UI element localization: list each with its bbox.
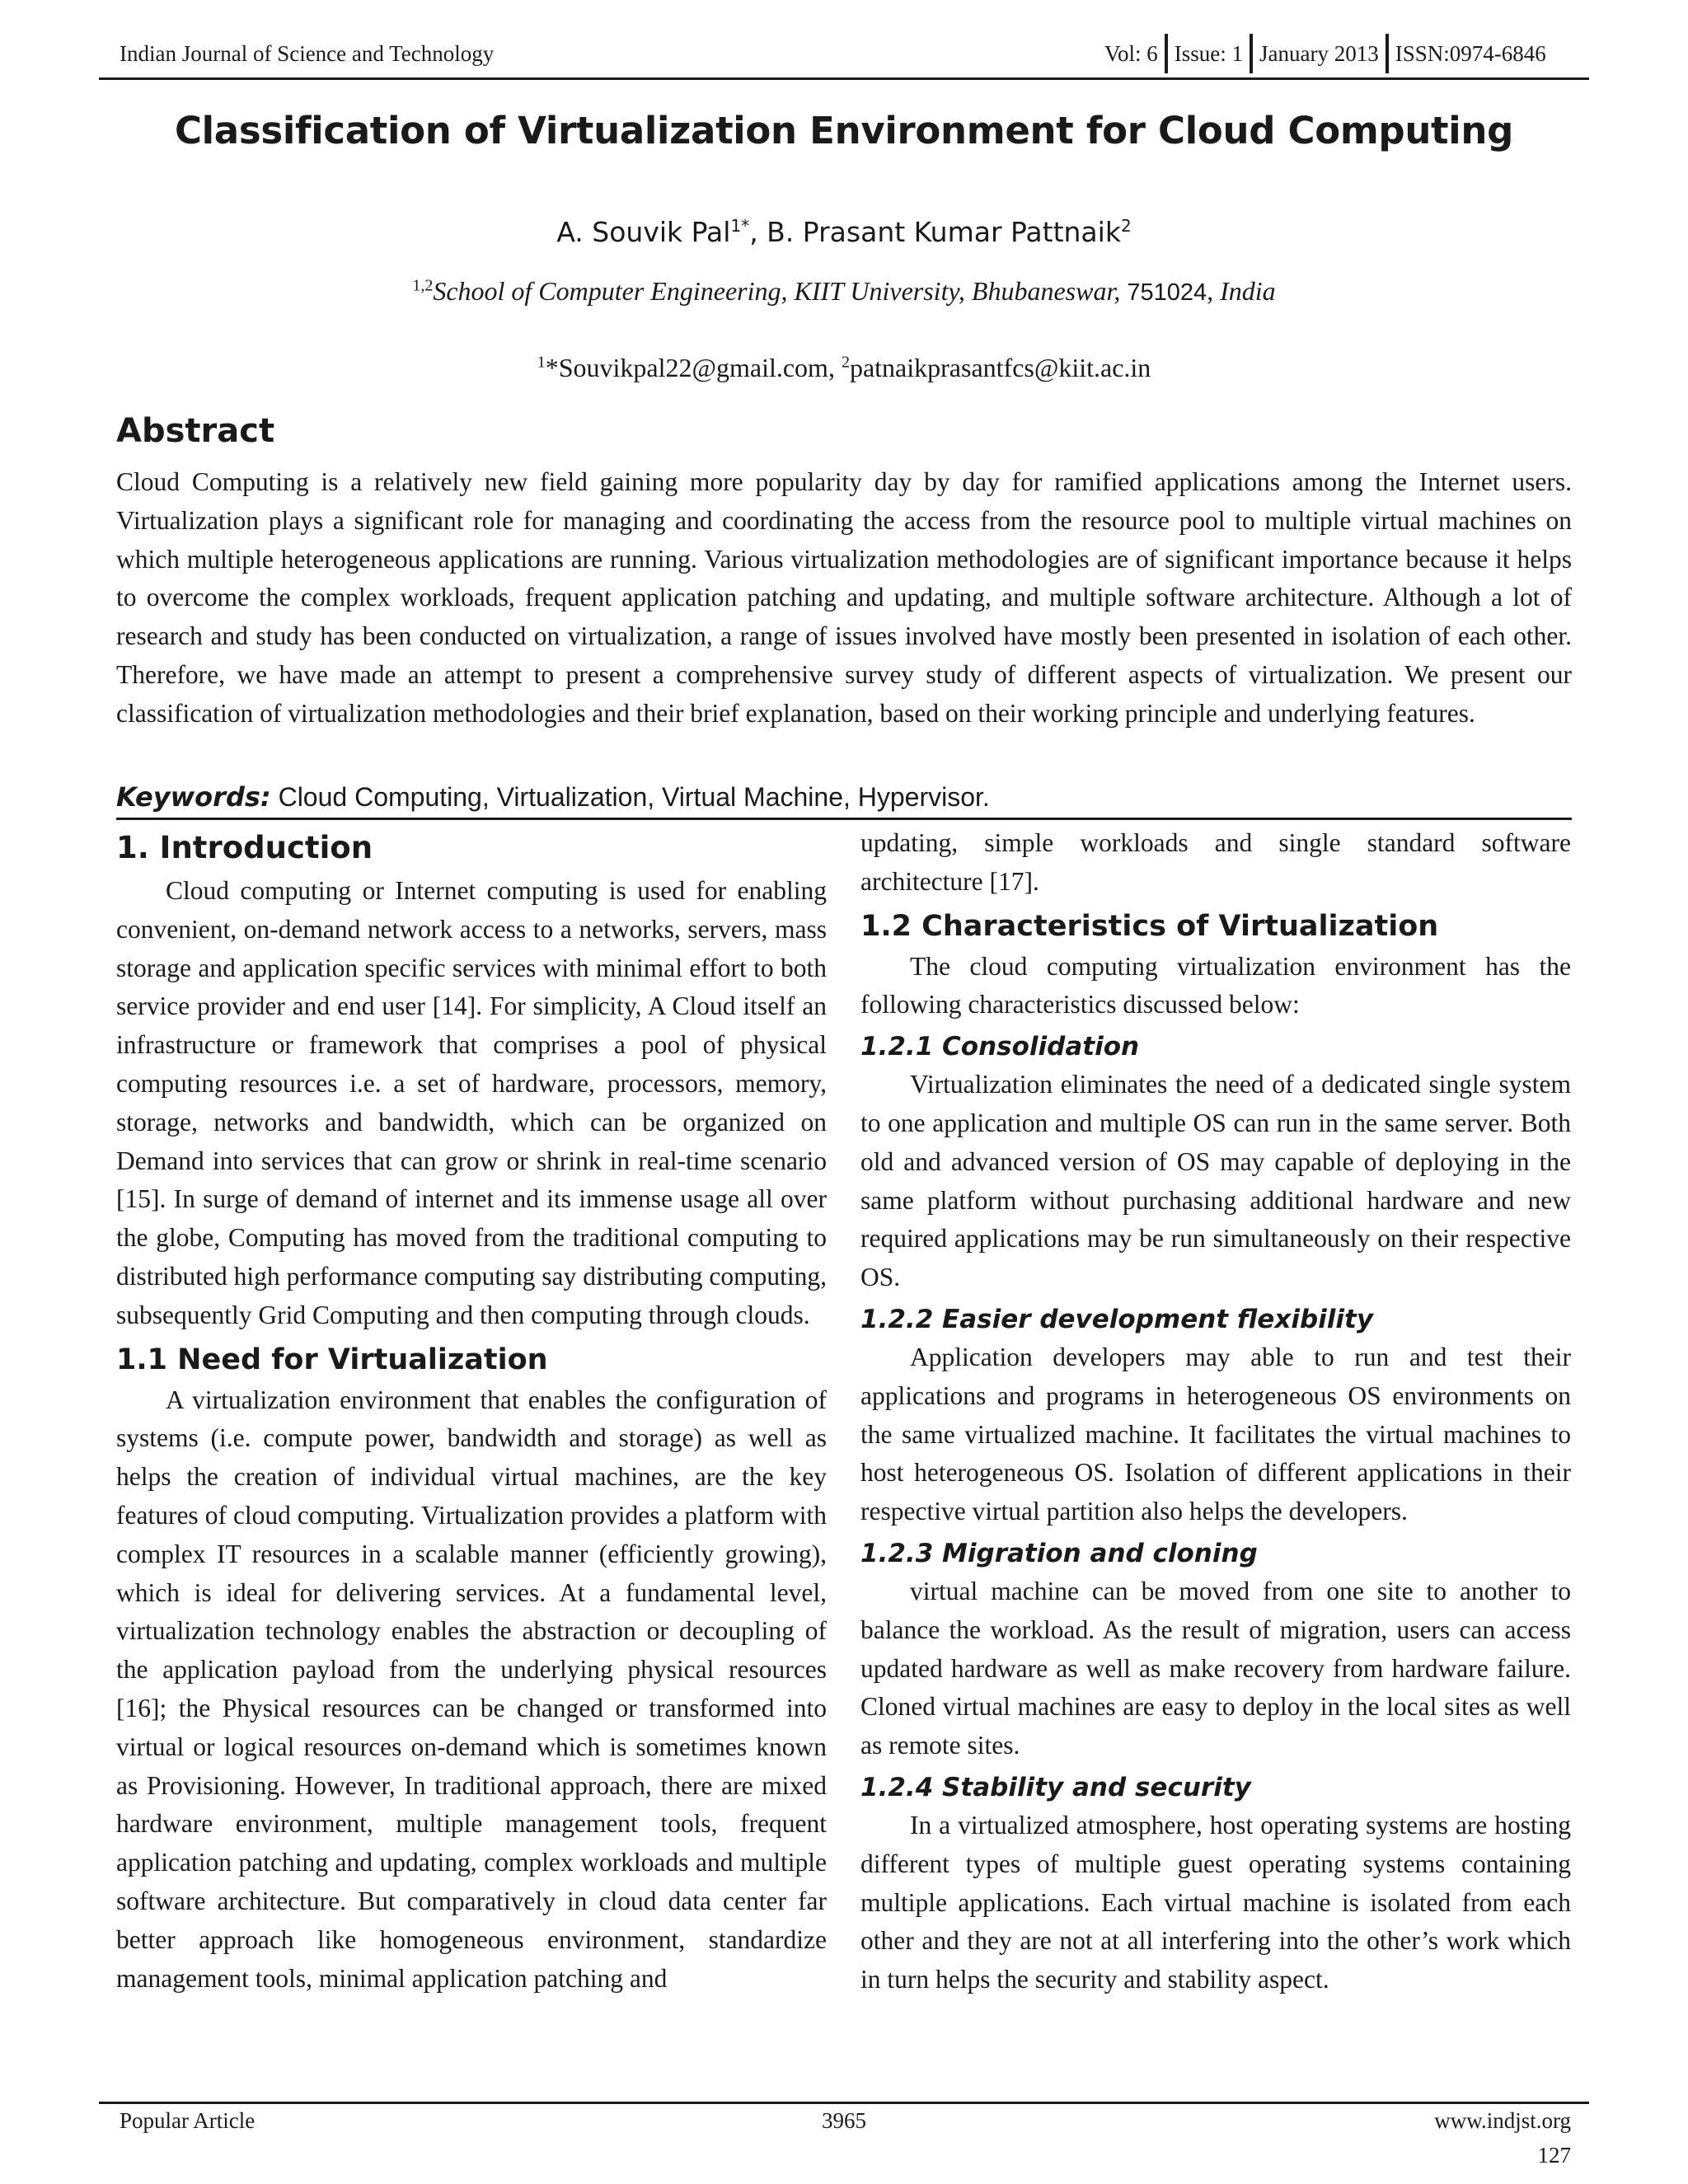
author-1: A. Souvik Pal [556, 216, 731, 248]
section-heading-introduction: 1. Introduction [116, 830, 373, 865]
keywords-text: Cloud Computing, Virtualization, Virtual Machine, Hypervisor. [270, 782, 990, 812]
keywords [116, 781, 990, 813]
abstract-heading: Abstract [116, 412, 275, 450]
page-number: 127 [1537, 2143, 1571, 2168]
need-for-virtualization-paragraph: A virtualization environment that enables the configuration of systems (i.e. compute power, bandwidth and storage) as well as helps the creation of individual virtual machines, are the key features of cloud computing. Virtualization provides a platform with complex IT resources in a scalable manner (efficiently growing), which is ideal for delivering services. At a fundamental level, virtualization technology enables the abstraction or decoupling of the application payload from the underlying physical resources [16]; the Physical resources can be changed or transformed into virtual or logical resources on-demand which is sometimes known as Provisioning. However, In traditional approach, there are mixed hardware environment, multiple management tools, frequent application patching and updating, complex workloads and multiple software architecture. But comparatively in cloud data center far better approach like homogeneous environment, standardize management tools, minimal application patching and [116, 1385, 827, 1993]
email-2-sup: 2 [841, 353, 850, 372]
journal-website: www.indjst.org [1434, 2108, 1571, 2133]
author-2: B. Prasant Kumar Pattnaik [767, 216, 1121, 248]
section-heading-characteristics: 1.2 Characteristics of Virtualization [860, 909, 1439, 943]
affiliation-text: School of Computer Engineering, KIIT University, Bhubaneswar, [433, 276, 1128, 306]
issue-info [1104, 33, 1546, 74]
header-separator [1165, 34, 1168, 73]
consolidation-paragraph: Virtualization eliminates the need of a dedicated single system to one application and multiple OS can run in the same server. Both old and advanced version of OS may capable of deploying in the same platform without purchasing additional hardware and new required applications may be run simultaneously on their respective OS. [860, 1070, 1571, 1292]
abstract-text: Cloud Computing is a relatively new field gaining more popularity day by day for ramified applications among the Internet users. Virtualization plays a significant role for managing and coordinating the access from the resource pool to multiple virtual machines on which multiple heterogeneous applications are running. Various virtualization methodologies are of significant importance because it helps to overcome the complex workloads, frequent application patching and updating, and multiple software architecture. Although a lot of research and study has been conducted on virtualization, a range of issues involved have mostly been presented in isolation of each other. Therefore, we have made an attempt to present a comprehensive survey study of different aspects of virtualization. We present our classification of virtualization methodologies and their brief explanation, based on their working principle and underlying features. [116, 467, 1572, 728]
development-flexibility-paragraph: Application developers may able to run and test their applications and programs in heterogeneous OS environments on the same virtualized machine. It facilitates the virtual machines to host heterogeneous OS. Isolation of different applications in their respective virtual partition also helps the developers. [860, 1342, 1571, 1526]
issue-date: January 2013 [1259, 40, 1379, 66]
affiliation-country: , India [1207, 276, 1276, 306]
need-for-virtualization-continued: updating, simple workloads and single standard software architecture [17]. [860, 828, 1571, 896]
email-1-sup: 1 [537, 353, 546, 372]
email-2: patnaikprasantfcs@kiit.ac.in [849, 353, 1151, 382]
author-emails [0, 353, 1688, 383]
affiliation-sup: 1,2 [412, 276, 434, 295]
characteristics-paragraph: The cloud computing virtualization environment has the following characteristics discussed below: [860, 951, 1571, 1019]
right-column [860, 824, 1571, 1999]
issue: Issue: 1 [1174, 40, 1244, 66]
volume: Vol: 6 [1104, 40, 1158, 66]
section-heading-development-flexibility: 1.2.2 Easier development flexibility [860, 1304, 1374, 1334]
introduction-paragraph: Cloud computing or Internet computing is used for enabling convenient, on-demand network access to a networks, servers, mass storage and application specific services with minimal effort to both service provider and end user [14]. For simplicity, A Cloud itself an infrastructure or framework that comprises a pool of physical computing resources i.e. a set of hardware, processors, memory, storage, networks and bandwidth, which can be organized on Demand into services that can grow or shrink in real-time scenario [15]. In surge of demand of internet and its immense usage all over the globe, Computing has moved from the traditional computing to distributed high performance computing say distributing computing, subsequently Grid Computing and then computing through clouds. [116, 876, 827, 1329]
header-separator [1386, 34, 1389, 73]
author-list [0, 216, 1688, 248]
left-column [116, 824, 827, 1998]
keywords-label: Keywords: [116, 781, 271, 813]
author-separator: , [749, 216, 767, 248]
footer-rule [99, 2102, 1589, 2104]
section-heading-stability-security: 1.2.4 Stability and security [860, 1772, 1251, 1802]
paper-title: Classification of Virtualization Environment for Cloud Computing [174, 109, 1514, 152]
stability-security-paragraph: In a virtualized atmosphere, host operating systems are hosting different types of multiple guest operating systems containing multiple applications. Each virtual machine is isolated from each other and they are not at all interfering into the other’s work which in turn helps the security and stability aspect. [860, 1810, 1571, 1994]
email-1: *Souvikpal22@gmail.com, [545, 353, 842, 382]
keywords-rule [116, 818, 1572, 820]
affiliation-pin: 751024 [1127, 279, 1207, 306]
journal-page-number: 3965 [822, 2108, 866, 2133]
author-1-sup: 1* [730, 216, 750, 236]
section-heading-consolidation: 1.2.1 Consolidation [860, 1032, 1140, 1062]
section-heading-need-for-virtualization: 1.1 Need for Virtualization [116, 1343, 548, 1376]
article-type: Popular Article [120, 2108, 256, 2133]
migration-cloning-paragraph: virtual machine can be moved from one site to another to balance the workload. As the result of migration, users can access updated hardware as well as make recovery from hardware failure. Cloned virtual machines are easy to deploy in the local sites as well as remote sites. [860, 1576, 1571, 1760]
section-heading-migration-cloning: 1.2.3 Migration and cloning [860, 1538, 1258, 1568]
issn: ISSN:0974-6846 [1395, 40, 1546, 66]
header-rule [99, 77, 1589, 80]
author-2-sup: 2 [1120, 216, 1132, 236]
journal-name: Indian Journal of Science and Technology [120, 41, 495, 66]
affiliation [0, 276, 1688, 307]
header-separator [1250, 34, 1253, 73]
